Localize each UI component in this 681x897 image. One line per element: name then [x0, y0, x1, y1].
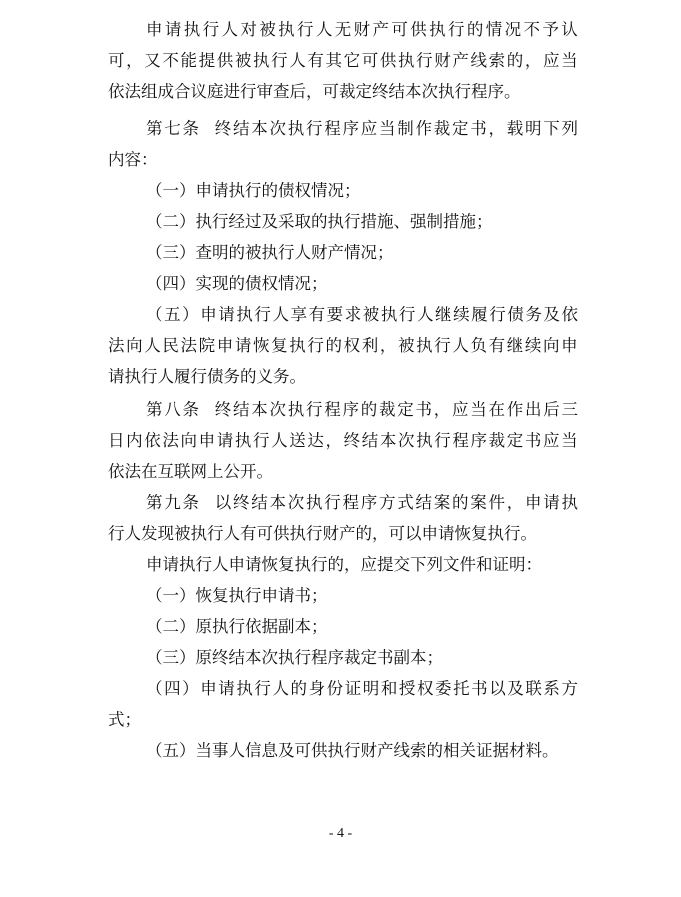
text-line: 第 八 条 终 结 本 次 执 行 程 序 的 裁 定 书 ， 应 当 在 作 出 后 三 [146, 400, 578, 419]
text-line: （二）原执行依据副本； [146, 617, 328, 636]
text-line: 行人发现被执行人有可供执行财产的，可以申请恢复执行。 [108, 524, 537, 543]
text-line: 内容： [108, 150, 158, 169]
text-line: 式； [108, 710, 141, 729]
text-line: 第 九 条 以 终 结 本 次 执 行 程 序 方 式 结 案 的 案 件 ， 申 请 执 [146, 493, 578, 512]
text-line: 第 七 条 终 结 本 次 执 行 程 序 应 当 制 作 裁 定 书 ， 载 明 下 列 [146, 119, 578, 138]
text-line: 申请执行人申请恢复执行的，应提交下列文件和证明： [146, 555, 542, 574]
text-line: 可 ， 又 不 能 提 供 被 执 行 人 有 其 它 可 供 执 行 财 产 线 索 的 ， 应 当 [108, 51, 578, 70]
text-line: 日 内 依 法 向 申 请 执 行 人 送 达 ， 终 结 本 次 执 行 程 序 裁 定 书 应 当 [108, 431, 578, 450]
text-line: 法 向 人 民 法 院 申 请 恢 复 执 行 的 权 利 ， 被 执 行 人 负 有 继 续 向 申 [108, 336, 578, 355]
text-line: 请执行人履行债务的义务。 [108, 367, 306, 386]
text-line: 依法在互联网上公开。 [108, 462, 273, 481]
text-line: 申 请 执 行 人 对 被 执 行 人 无 财 产 可 供 执 行 的 情 况 不 予 认 [146, 20, 578, 39]
text-line: （二）执行经过及采取的执行措施、强制措施； [146, 212, 493, 231]
text-line: （三）原终结本次执行程序裁定书副本； [146, 648, 443, 667]
text-line: （四）实现的债权情况； [146, 274, 328, 293]
text-line: （ 四 ） 申 请 执 行 人 的 身 份 证 明 和 授 权 委 托 书 以 及 联 系 方 [146, 679, 578, 698]
text-line: （五）当事人信息及可供执行财产线索的相关证据材料。 [146, 741, 559, 760]
text-line: （ 五 ） 申 请 执 行 人 享 有 要 求 被 执 行 人 继 续 履 行 债 务 及 依 [146, 305, 578, 324]
page-number: - 4 - [328, 826, 353, 841]
text-line: （一）恢复执行申请书； [146, 586, 328, 605]
text-line: （一）申请执行的债权情况； [146, 181, 361, 200]
text-line: （三）查明的被执行人财产情况； [146, 243, 394, 262]
text-line: 依法组成合议庭进行审查后，可裁定终结本次执行程序。 [108, 82, 521, 101]
